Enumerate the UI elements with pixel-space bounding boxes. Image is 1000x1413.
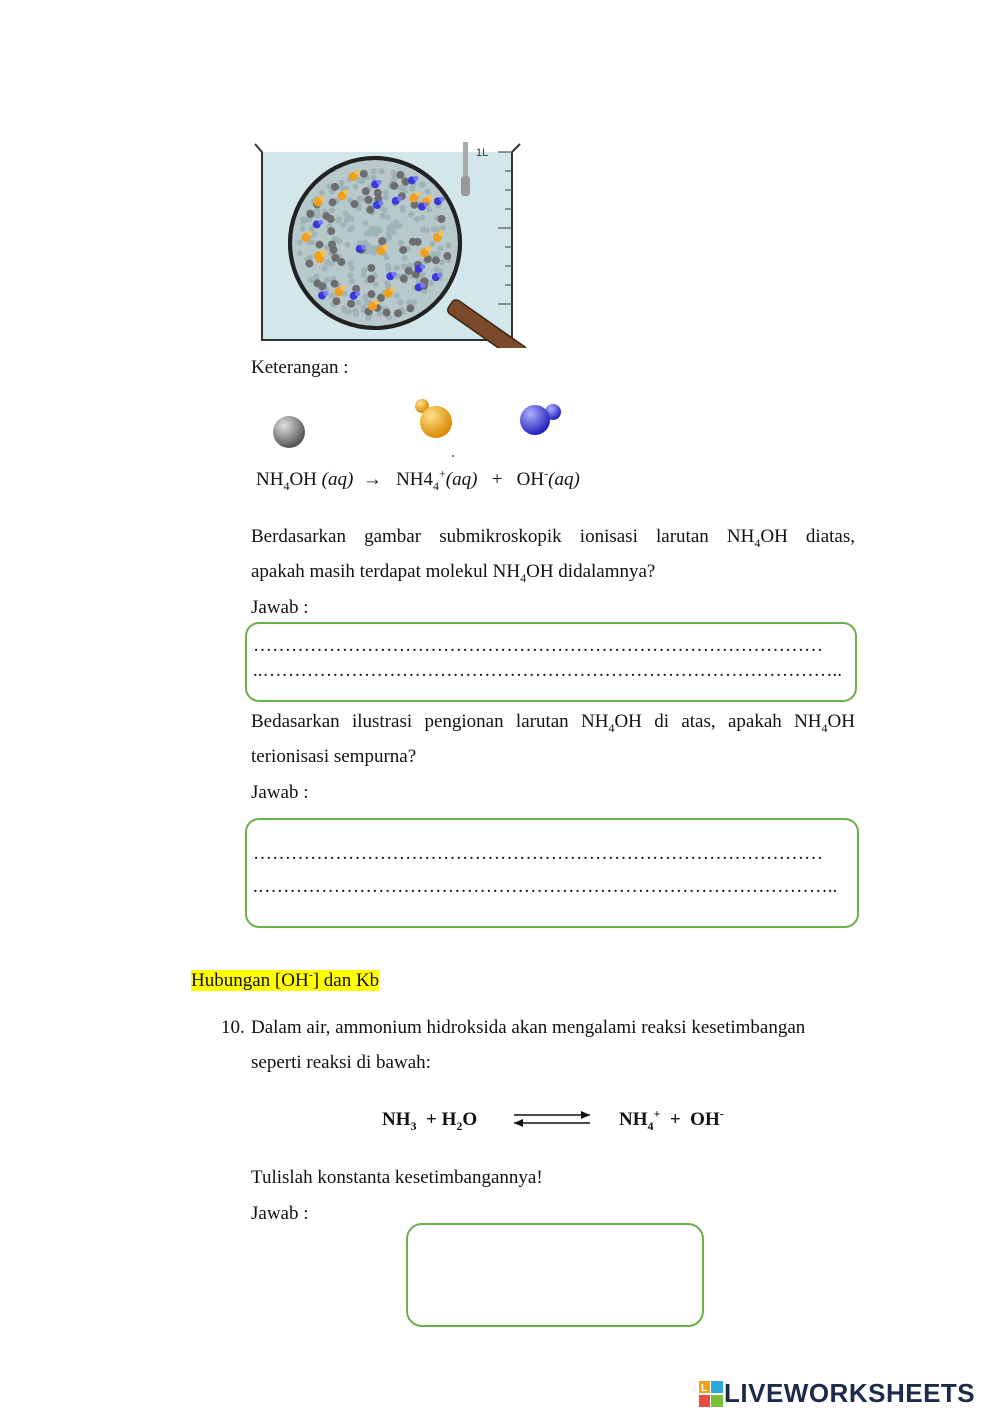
nh4oh-particle bbox=[331, 280, 339, 288]
water-particle bbox=[325, 259, 331, 265]
water-particle bbox=[339, 185, 345, 191]
water-particle bbox=[414, 216, 420, 222]
oh-ion-particle bbox=[392, 272, 397, 277]
question-2-answer-box[interactable] bbox=[245, 818, 859, 928]
nh4oh-particle bbox=[378, 237, 386, 245]
water-particle bbox=[344, 242, 350, 248]
question-2-text: Bedasarkan ilustrasi pengionan larutan $NH_4OH$ di atas, apakah $NH_4OH$ terionisasi sempurna? bbox=[251, 711, 855, 767]
section-heading: Hubungan [OH-] dan Kb bbox=[191, 967, 380, 991]
question-10-line2: seperti reaksi di bawah: bbox=[251, 1052, 431, 1073]
nh4-ion-particle bbox=[415, 191, 420, 196]
nh4-ion-particle bbox=[390, 287, 395, 292]
nh4oh-particle bbox=[327, 227, 335, 235]
water-particle bbox=[329, 207, 335, 213]
svg-text:L: L bbox=[701, 1382, 708, 1394]
question-1-text: Berdasarkan gambar submikroskopik ionisasi larutan $NH_4OH$ diatas, apakah masih terdapat molekul $NH_4OH$ didalamnya? bbox=[251, 526, 855, 585]
gray-sphere-icon bbox=[273, 416, 305, 448]
nh4oh-particle bbox=[406, 304, 414, 312]
water-particle bbox=[359, 196, 365, 202]
water-particle bbox=[383, 194, 389, 200]
nh4oh-particle bbox=[438, 215, 446, 223]
water-particle bbox=[343, 210, 349, 216]
water-particle bbox=[390, 229, 396, 235]
water-particle bbox=[431, 226, 437, 232]
ionization-equation bbox=[256, 468, 580, 492]
nh4-ion-particle bbox=[428, 195, 433, 200]
water-particle bbox=[370, 226, 376, 232]
water-particle bbox=[408, 211, 414, 217]
nh4oh-particle bbox=[405, 267, 413, 275]
water-particle bbox=[371, 175, 377, 181]
water-particle bbox=[367, 246, 373, 252]
eq1-plus: + bbox=[491, 469, 503, 490]
nh4oh-particle bbox=[383, 309, 391, 317]
water-particle bbox=[420, 215, 426, 221]
water-particle bbox=[439, 259, 445, 265]
water-particle bbox=[394, 293, 400, 299]
oh-ion-particle bbox=[324, 291, 329, 296]
nh4oh-particle bbox=[364, 196, 372, 204]
water-particle bbox=[355, 300, 361, 306]
oh-ion-particle bbox=[318, 220, 323, 225]
water-particle bbox=[402, 255, 408, 261]
oh-ion-particle bbox=[437, 273, 442, 278]
question-10-number: 10. bbox=[221, 1017, 245, 1038]
water-particle bbox=[393, 223, 399, 229]
eq1-arrow: → bbox=[362, 469, 382, 490]
question-1-answer-label: Jawab : bbox=[251, 597, 309, 618]
water-particle bbox=[382, 207, 388, 213]
equilibrium-arrows-icon bbox=[510, 1108, 594, 1132]
water-particle bbox=[336, 216, 342, 222]
water-particle bbox=[440, 225, 446, 231]
oh-ion-particle bbox=[413, 176, 418, 181]
oh-ion-particle bbox=[361, 245, 366, 250]
water-particle bbox=[384, 280, 390, 286]
nh4oh-particle bbox=[331, 254, 339, 262]
water-particle bbox=[420, 181, 426, 187]
water-particle bbox=[400, 207, 406, 213]
question-10-answer-box[interactable] bbox=[406, 1223, 704, 1327]
nh4oh-particle bbox=[322, 212, 330, 220]
water-particle bbox=[424, 228, 430, 234]
water-particle bbox=[397, 300, 403, 306]
question-10-instruction: Tulislah konstanta kesetimbangannya! bbox=[251, 1167, 543, 1188]
nh4oh-particle bbox=[360, 170, 368, 178]
water-particle bbox=[319, 190, 325, 196]
oh-ion-particle bbox=[377, 180, 382, 185]
eq1-product1-state: (aq) bbox=[445, 469, 478, 490]
water-particle bbox=[353, 184, 359, 190]
nh4oh-particle bbox=[367, 290, 375, 298]
oh-ion-particle bbox=[397, 196, 402, 201]
nh4oh-particle bbox=[306, 210, 314, 218]
water-particle bbox=[409, 186, 415, 192]
nh4oh-particle bbox=[366, 206, 374, 214]
blue-molecule-icon bbox=[520, 404, 561, 435]
nh4-ion-particle bbox=[382, 244, 387, 249]
water-particle bbox=[300, 216, 306, 222]
water-particle bbox=[446, 242, 452, 248]
nh4oh-particle bbox=[347, 300, 355, 308]
answer-dots: ..……………………………………………………………………………….. bbox=[253, 660, 842, 681]
nh4oh-particle bbox=[390, 182, 398, 190]
nh4oh-particle bbox=[367, 275, 375, 283]
water-particle bbox=[373, 281, 379, 287]
oh-ion-particle bbox=[378, 201, 383, 206]
eq1-reactant: $NH_4OH$ bbox=[256, 469, 317, 493]
oh-ion-particle bbox=[424, 202, 429, 207]
nh4oh-particle bbox=[332, 297, 340, 305]
water-particle bbox=[339, 180, 345, 186]
water-particle bbox=[430, 251, 436, 257]
nh4oh-particle bbox=[443, 252, 451, 260]
water-particle bbox=[297, 240, 303, 246]
water-particle bbox=[371, 168, 377, 174]
nh4-ion-particle bbox=[426, 246, 431, 251]
beaker-illustration bbox=[250, 138, 550, 348]
nh4-ion-particle bbox=[374, 300, 379, 305]
water-particle bbox=[340, 222, 346, 228]
nh4-ion-particle bbox=[344, 189, 349, 194]
water-particle bbox=[347, 273, 353, 279]
nh4oh-particle bbox=[367, 264, 375, 272]
question-2-answer-label: Jawab : bbox=[251, 782, 309, 803]
water-particle bbox=[398, 240, 404, 246]
nh4oh-particle bbox=[318, 282, 326, 290]
volume-label: 1L bbox=[476, 147, 489, 159]
nh4-ion-particle bbox=[319, 195, 324, 200]
answer-dots: ……………………………………………………………………………… bbox=[253, 843, 823, 864]
water-particle bbox=[429, 241, 435, 247]
water-particle bbox=[349, 278, 355, 284]
pipette bbox=[463, 142, 468, 178]
nh4oh-particle bbox=[305, 260, 313, 268]
water-particle bbox=[349, 265, 355, 271]
water-particle bbox=[361, 272, 367, 278]
water-particle bbox=[300, 226, 306, 232]
legend-icons bbox=[265, 398, 575, 458]
oh-ion-particle bbox=[439, 197, 444, 202]
nh4-ion-particle bbox=[321, 252, 326, 257]
nh4oh-particle bbox=[315, 241, 323, 249]
water-particle bbox=[426, 207, 432, 213]
oh-ion-particle bbox=[420, 264, 425, 269]
water-particle bbox=[386, 235, 392, 241]
nh4oh-particle bbox=[351, 200, 359, 208]
lws-logo-icon bbox=[698, 1380, 724, 1408]
water-particle bbox=[411, 299, 417, 305]
water-particle bbox=[297, 250, 303, 256]
water-particle bbox=[390, 170, 396, 176]
water-particle bbox=[384, 254, 390, 260]
nh4oh-particle bbox=[396, 171, 404, 179]
eq1-product2: OH- bbox=[516, 466, 549, 490]
eq1-product2-state: (aq) bbox=[548, 469, 580, 490]
water-particle bbox=[359, 178, 365, 184]
nh4oh-particle bbox=[362, 187, 370, 195]
nh4oh-particle bbox=[400, 275, 408, 283]
water-particle bbox=[394, 265, 400, 271]
eq1-product1: $NH4_4^+$ bbox=[396, 466, 446, 493]
water-particle bbox=[314, 208, 320, 214]
answer-dots: .……………………………………………………………………………….. bbox=[253, 876, 838, 897]
oh-ion-particle bbox=[420, 283, 425, 288]
nh4oh-particle bbox=[409, 238, 417, 246]
answer-dots: ……………………………………………………………………………… bbox=[253, 635, 823, 656]
water-particle bbox=[329, 293, 335, 299]
nh4oh-particle bbox=[329, 198, 337, 206]
brand-name: LIVEWORKSHEETS bbox=[724, 1378, 976, 1408]
water-particle bbox=[342, 308, 348, 314]
water-particle bbox=[433, 267, 439, 273]
nh4-ion-particle bbox=[340, 285, 345, 290]
oh-ion-particle bbox=[355, 291, 360, 296]
equilibrium-equation-left: $NH_3 + H_2O$ bbox=[382, 1109, 478, 1133]
eq1-reactant-state: (aq) bbox=[321, 469, 354, 490]
nh4oh-particle bbox=[399, 246, 407, 254]
water-particle bbox=[308, 277, 314, 283]
question-1-answer-box[interactable] bbox=[245, 622, 857, 702]
question-10-line1: Dalam air, ammonium hidroksida akan mengalami reaksi kesetimbangan bbox=[251, 1017, 806, 1038]
water-particle bbox=[376, 311, 382, 317]
nh4oh-particle bbox=[394, 309, 402, 317]
water-particle bbox=[425, 189, 431, 195]
legend-title: Keterangan : bbox=[251, 357, 349, 378]
nh4oh-particle bbox=[352, 285, 360, 293]
orange-molecule-icon bbox=[415, 399, 454, 457]
nh4-ion-particle bbox=[355, 170, 360, 175]
water-particle bbox=[362, 220, 368, 226]
nh4oh-particle bbox=[374, 189, 382, 197]
water-particle bbox=[438, 245, 444, 251]
water-particle bbox=[313, 273, 319, 279]
nh4-ion-particle bbox=[307, 231, 312, 236]
question-10-answer-label: Jawab : bbox=[251, 1203, 309, 1224]
water-particle bbox=[380, 213, 386, 219]
nh4oh-particle bbox=[331, 183, 339, 191]
liveworksheets-logo bbox=[698, 1378, 975, 1409]
water-particle bbox=[367, 231, 373, 237]
water-particle bbox=[385, 214, 391, 220]
equilibrium-equation-right: $NH_4^+ + OH^-$ bbox=[619, 1106, 724, 1133]
water-particle bbox=[385, 263, 391, 269]
nh4oh-particle bbox=[328, 241, 336, 249]
nh4-ion-particle bbox=[439, 231, 444, 236]
water-particle bbox=[352, 308, 358, 314]
water-particle bbox=[321, 265, 327, 271]
water-particle bbox=[349, 225, 355, 231]
water-particle bbox=[378, 168, 384, 174]
nh4oh-particle bbox=[432, 256, 440, 264]
water-particle bbox=[383, 189, 389, 195]
